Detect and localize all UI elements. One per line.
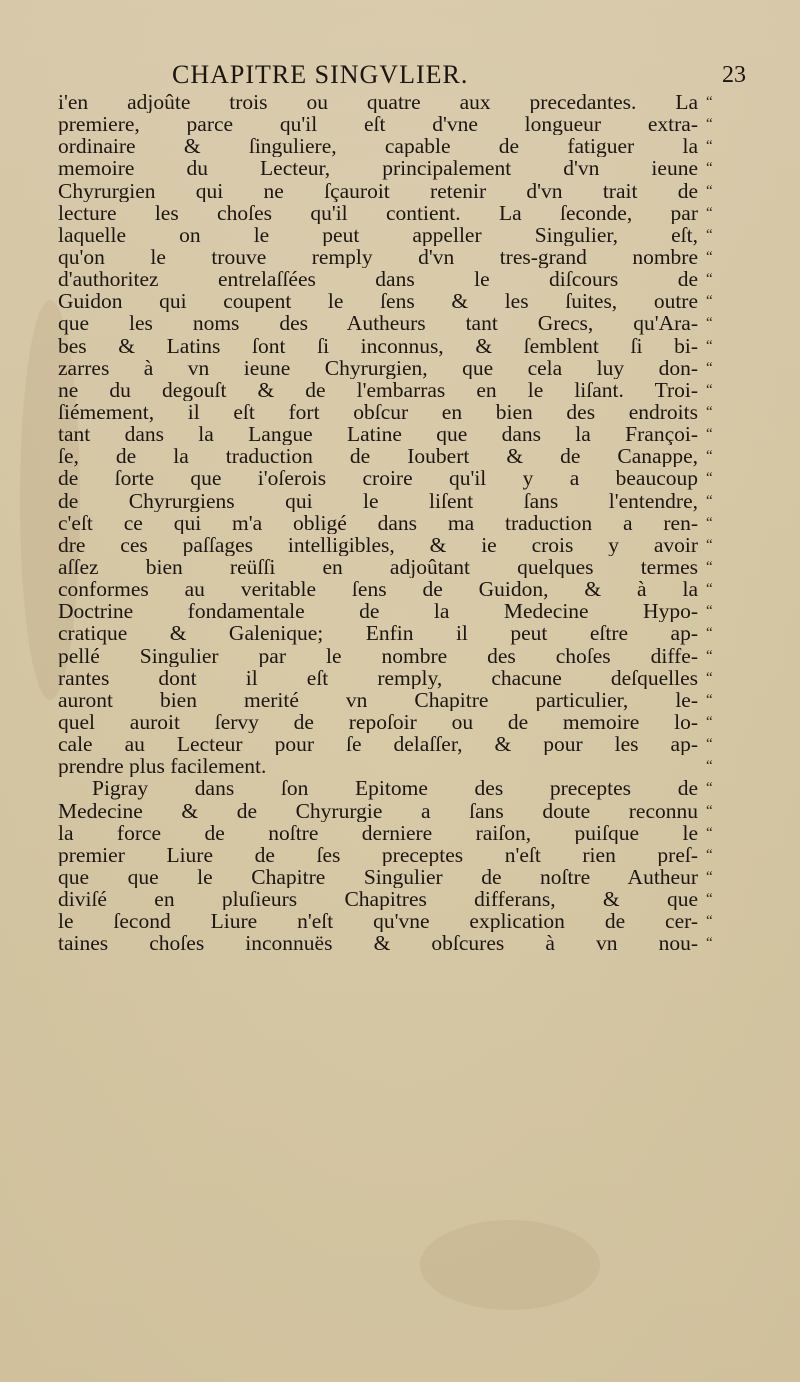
text-line: cratique & Galenique; Enfin il peut eſtre ap- <box>58 622 698 645</box>
quote-mark: “ <box>706 359 713 376</box>
text-line: c'eſt ce qui m'a obligé dans ma traduction a ren- <box>58 511 698 534</box>
text-line: taines choſes inconnuës & obſcures à vn nou- <box>58 932 698 955</box>
quote-mark: “ <box>706 758 713 775</box>
quote-mark: “ <box>706 448 713 465</box>
text-line: premier Liure de ſes preceptes n'eſt rien preſ- <box>58 843 698 866</box>
quote-mark: “ <box>706 824 713 841</box>
quote-mark: “ <box>706 802 713 819</box>
text-line: pellé Singulier par le nombre des choſes diffe- <box>58 644 698 667</box>
quote-mark: “ <box>706 160 713 177</box>
quote-mark: “ <box>706 248 713 265</box>
text-line: ordinaire & ſinguliere, capable de fatiguer la <box>58 135 698 158</box>
quote-mark: “ <box>706 182 713 199</box>
text-line: tant dans la Langue Latine que dans la Françoi- <box>58 423 698 446</box>
text-line: qu'on le trouve remply d'vn tres-grand nombre <box>58 245 698 269</box>
text-line: que que le Chapitre Singulier de noſtre Autheur <box>58 865 698 889</box>
text-line: de Chyrurgiens qui le liſent ſans l'entendre, <box>58 489 698 512</box>
quote-mark: “ <box>706 691 713 708</box>
text-line: conformes au veritable ſens de Guidon, & à la <box>58 578 698 601</box>
quote-mark: “ <box>706 558 713 575</box>
text-line: que les noms des Autheurs tant Grecs, qu'Ara- <box>58 312 698 335</box>
quote-mark: “ <box>706 713 713 730</box>
quote-mark: “ <box>706 337 713 354</box>
quote-mark: “ <box>706 647 713 664</box>
quote-mark: “ <box>706 780 713 797</box>
quote-mark: “ <box>706 381 713 398</box>
text-line: premiere, parce qu'il eſt d'vne longueur extra- <box>58 113 698 136</box>
quote-mark: “ <box>706 94 713 110</box>
quotation-margin <box>706 91 736 954</box>
quote-mark: “ <box>706 492 713 509</box>
text-line: la force de noſtre derniere raiſon, puiſque le <box>58 821 698 844</box>
text-line: diviſé en pluſieurs Chapitres differans, & que <box>58 888 698 911</box>
text-line: Medecine & de Chyrurgie a ſans doute reconnu <box>58 799 698 822</box>
text-line: Chyrurgien qui ne ſçauroit retenir d'vn trait de <box>58 179 698 202</box>
quote-mark: “ <box>706 868 713 885</box>
text-line: Pigray dans ſon Epitome des preceptes de <box>92 777 698 800</box>
quote-mark: “ <box>706 536 713 553</box>
text-line: zarres à vn ieune Chyrurgien, que cela luy don- <box>58 356 698 379</box>
text-line: prendre plus facilement. <box>58 755 267 778</box>
running-title: CHAPITRE SINGVLIER. <box>172 60 469 89</box>
quote-mark: “ <box>706 603 713 620</box>
text-line: cale au Lecteur pour ſe delaſſer, & pour les ap- <box>58 733 698 756</box>
page-number: 23 <box>722 62 746 88</box>
text-line: Guidon qui coupent le ſens & les ſuites, outre <box>58 290 698 313</box>
quote-mark: “ <box>706 138 713 155</box>
quote-mark: “ <box>706 514 713 531</box>
text-line: le ſecond Liure n'eſt qu'vne explication de cer- <box>58 910 698 933</box>
text-line: quel auroit ſervy de repoſoir ou de memoire lo- <box>58 710 698 734</box>
quote-mark: “ <box>706 581 713 598</box>
quote-mark: “ <box>706 226 713 243</box>
quote-mark: “ <box>706 891 713 908</box>
text-line: ſe, de la traduction de Ioubert & de Canappe, <box>58 445 698 468</box>
quote-mark: “ <box>706 913 713 930</box>
text-line: auront bien merité vn Chapitre particulier, le- <box>58 688 698 711</box>
quote-mark: “ <box>706 116 713 133</box>
quote-mark: “ <box>706 736 713 753</box>
text-line: i'en adjoûte trois ou quatre aux precedantes. La <box>58 91 698 114</box>
quote-mark: “ <box>706 426 713 443</box>
body-text <box>58 91 698 954</box>
text-line: memoire du Lecteur, principalement d'vn ieune <box>58 157 698 180</box>
quote-mark: “ <box>706 935 713 952</box>
text-line: d'authoritez entrelaſſées dans le diſcours de <box>58 268 698 291</box>
text-line: rantes dont il eſt remply, chacune deſquelles <box>58 666 698 689</box>
text-line: Doctrine fondamentale de la Medecine Hypo- <box>58 600 698 623</box>
quote-mark: “ <box>706 403 713 420</box>
quote-mark: “ <box>706 669 713 686</box>
paper-stain <box>420 1220 600 1310</box>
text-line: bes & Latins ſont ſi inconnus, & ſemblent ſi bi- <box>58 334 698 357</box>
quote-mark: “ <box>706 625 713 642</box>
text-line: ne du degouſt & de l'embarras en le liſant. Troi- <box>58 378 698 401</box>
quote-mark: “ <box>706 293 713 310</box>
quote-mark: “ <box>706 846 713 863</box>
text-line: laquelle on le peut appeller Singulier, eſt, <box>58 223 698 246</box>
text-line: lecture les choſes qu'il contient. La ſeconde, par <box>58 201 698 224</box>
quote-mark: “ <box>706 204 713 221</box>
text-line: aſſez bien reüſſi en adjoûtant quelques termes <box>58 555 698 579</box>
quote-mark: “ <box>706 315 713 332</box>
text-line: ſiémement, il eſt fort obſcur en bien des endroits <box>58 400 698 424</box>
quote-mark: “ <box>706 271 713 288</box>
text-line: dre ces paſſages intelligibles, & ie crois y avoir <box>58 533 698 556</box>
text-line: de ſorte que i'oſerois croire qu'il y a beaucoup <box>58 467 698 490</box>
quote-mark: “ <box>706 470 713 487</box>
